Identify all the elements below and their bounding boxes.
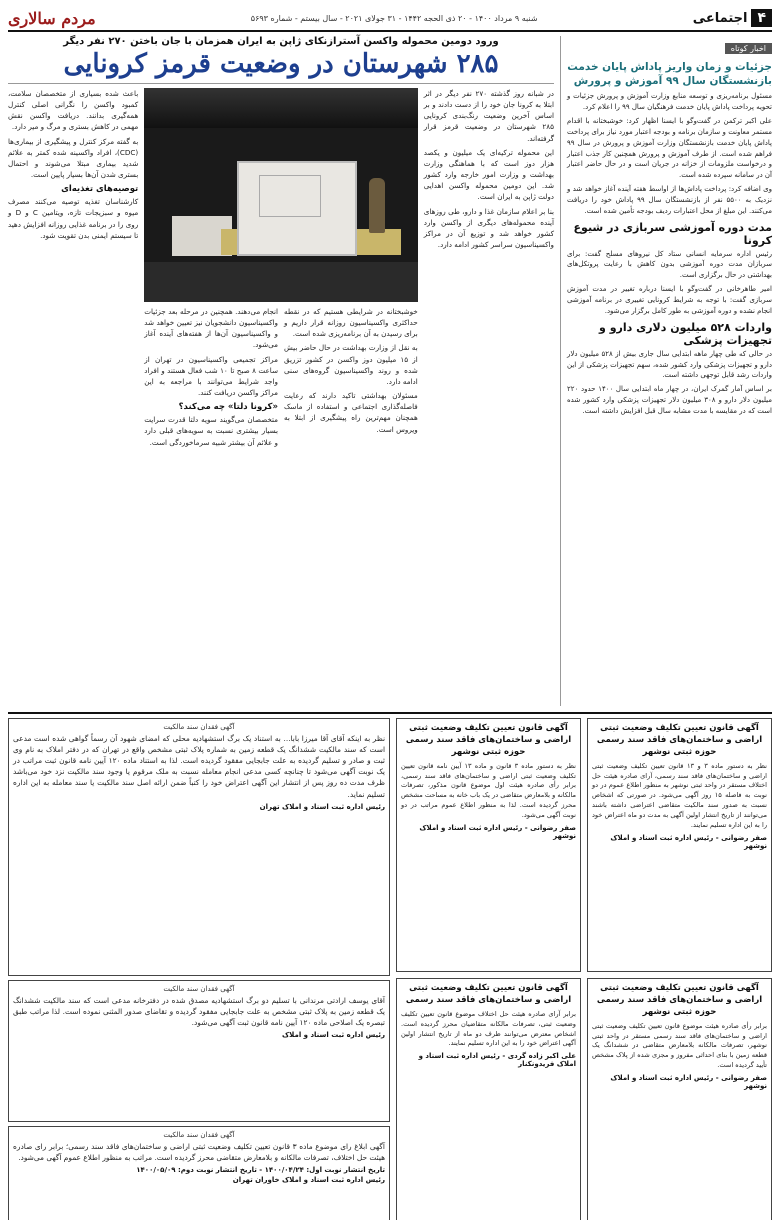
lead-story: [8, 36, 554, 706]
brief-item2-title: مدت دوره آموزشی سربازی در شیوع کرونا: [573, 220, 772, 247]
notice-body: برابر آرای صادره هیئت حل اختلاف موضوع قانون تعیین تکلیف وضعیت ثبتی، تصرفات مالکانه متقاضیان محرز گردیده است. اشخاص معترض می‌توانند ظرف دو ماه از تاریخ انتشار اولین آگهی اعتراض خود را به این اداره تسلیم نمایند.: [401, 1009, 576, 1048]
story-c3-subhead: «کرونا دلتا» چه می‌کند؟: [178, 402, 278, 413]
story-col-1: [424, 88, 554, 451]
story-c1-p2: این محموله ترکیه‌ای یک میلیون و یکصد هزار دوز است که با هماهنگی وزارت بهداشت و وزارت امور خارجه وارد کشور شد. این دومین محموله واکسن اهدایی دولت ژاپن به ایران است.: [423, 147, 554, 202]
notice-box: [587, 718, 772, 972]
section-tag: [693, 9, 772, 27]
supertitle: ورود دومین محموله واکسن آسترازنکای ژاپن به ایران همزمان با جان باختن ۲۷۰ نفر دیگر: [63, 36, 499, 47]
story-c2-p1: خوشبختانه در شرایطی هستیم که در نقطه حداکثری واکسیناسیون روزانه قرار داریم و برای رسیدن به آن برنامه‌ریزی شده است.: [283, 307, 418, 339]
brief-kicker: اخبار کوتاه: [725, 43, 772, 54]
story-c1-p1: در شبانه روز گذشته ۲۷۰ نفر دیگر در اثر ابتلا به کرونا جان خود را از دست دادند و بر اساس آخرین وضعیت رنگ‌بندی کرونایی ۲۸۵ شهرستان در وضعیت قرمز قرار گرفته‌اند.: [423, 89, 554, 143]
notice-signature: صفر رضوانی - رئیس اداره ثبت اسناد و املاک نوشهر: [610, 833, 767, 850]
story-c4-p2: به گفته مرکز کنترل و پیشگیری از بیماری‌ها (CDC)، افراد واکسینه شده کمتر به علائم شدید بیماری مبتلا می‌شوند و احتمال بستری شدن آن‌ها بسیار پایین است.: [7, 136, 139, 180]
brief-item1-p1: مسئول برنامه‌ریزی و توسعه منابع وزارت آموزش و پرورش جزئیات و تحویه پرداخت پاداش پایان خدمت فرهنگیان سال ۹۹ را اعلام کرد.: [567, 92, 772, 112]
headline: ۲۸۵ شهرستان در وضعیت قرمز کرونایی: [63, 49, 499, 79]
notice-body: برابر رأی صادره هیئت موضوع قانون تعیین تکلیف وضعیت ثبتی اراضی و ساختمان‌های فاقد سند رسمی مستقر در واحد ثبتی نوشهر، تصرفات مالکانه بلامعارض متقاضی در ششدانگ یک قطعه زمین با بنای احداثی مفروز و مجزی شده از پلاک مشخص تأیید گردیده است.: [592, 1021, 767, 1070]
news-in-brief-column: [560, 36, 772, 706]
story-photo-cols: [144, 88, 418, 451]
notice-label: آگهی فقدان سند مالکیت: [163, 985, 235, 993]
notice-box: [396, 978, 581, 1220]
story-c2-p2: به نقل از وزارت بهداشت در حال حاضر بیش از ۱۵ میلیون دوز واکسن در کشور تزریق شده و روند واکسیناسیون گروه‌های سنی ادامه دارد.: [283, 343, 418, 386]
brief-item1-p2: علی اکبر ترکمن در گفت‌وگو با ایسنا اظهار کرد: خوشبختانه با اقدام مستمر معاونت و سازمان برنامه و بودجه اعتبار مورد نیاز برای پرداخت پاداش پایان خدمت بازنشستگان وزارت آموزش و پرورش در سال ۹۹ فراهم شده است. از طرف آموزش و پرورش همچنین کار جذب اعتبار و درخواست ملزومات از خزانه در جریان است و در حال حاضر اعتبار آن در سامانه سپرده شده است.: [567, 117, 772, 180]
notices-col-2: [396, 718, 581, 1220]
brief-item1-title: جزئیات و زمان واریز پاداش پایان خدمت بازنشستگان سال ۹۹ آموزش و پرورش: [567, 61, 772, 88]
story-c3-p3: متخصصان می‌گویند سویه دلتا قدرت سرایت بسیار بیشتری نسبت به سویه‌های قبلی دارد و علائم آن بیشتر شبیه سرماخوردگی است.: [144, 415, 278, 447]
lost-deed-notice: [8, 718, 390, 976]
notice-body: نظر به دستور ماده ۳ و ۱۳ قانون تعیین تکلیف وضعیت ثبتی اراضی و ساختمان‌های فاقد سند رسمی، آرای صادره هیئت حل اختلاف مستقر در واحد ثبتی نوشهر به منظور اطلاع عموم در دو نوبت به فاصله ۱۵ روز آگهی می‌شود. در صورتی که اشخاص نسبت به صدور سند مالکیت متقاضی اعتراضی داشته باشند می‌توانند از تاریخ انتشار اولین آگهی به مدت دو ماه اعتراض خود را به این اداره تسلیم نمایند.: [592, 761, 768, 830]
dateline: شنبه ۹ مرداد ۱۴۰۰ - ۲۰ ذی الحجه ۱۴۴۲ - ۳۱ جولای ۲۰۲۱ - سال بیستم - شماره ۵۶۹۳: [250, 13, 538, 23]
notice-label: آگهی فقدان سند مالکیت: [163, 723, 235, 731]
brief-item2-p2: امیر طاهرخانی در گفت‌وگو با ایسنا درباره تغییر در مدت آموزش سربازی گفت: با توجه به شرایط کرونایی تغییری در برنامه آموزشی انجام نشده و دوره آموزشی به طور کامل برگزار می‌شود.: [567, 285, 772, 315]
story-c4-p3: کارشناسان تغذیه توصیه می‌کنند مصرف میوه و سبزیجات تازه، ویتامین C و D و روی را در برنامه غذایی روزانه افزایش دهید تا سیستم ایمنی بدن تقویت شود.: [7, 197, 139, 240]
notices-wide: [8, 718, 390, 1220]
lost-deed-notice: [8, 980, 390, 1122]
section-number: ۴: [751, 9, 772, 27]
masthead: [8, 6, 772, 32]
notice-dates: تاریخ انتشار نوبت اول: ۱۴۰۰/۰۴/۲۴ - تاریخ انتشار نوبت دوم: ۱۴۰۰/۰۵/۰۹: [136, 1166, 385, 1175]
paper-logo: مردم سالاری: [8, 8, 96, 28]
notice-body: نظر به دستور ماده ۳ قانون و ماده ۱۳ آیین نامه قانون تعیین تکلیف وضعیت ثبتی اراضی و ساختمان‌های فاقد سند رسمی، برابر رأی صادره هیئت اول موضوع قانون مذکور، تصرفات مالکانه و بلامعارض متقاضی در یک باب خانه به مساحت مشخص محرز گردیده است. لذا به منظور اطلاع عموم مراتب در دو نوبت آگهی می‌شود.: [401, 761, 576, 820]
notice-signature: صفر رضوانی - رئیس اداره ثبت اسناد و املاک نوشهر: [419, 824, 576, 841]
section-name: اجتماعی: [692, 10, 748, 26]
notice-signature: رئیس اداره ثبت اسناد و املاک: [282, 1031, 385, 1040]
notice-body: نظر به اینکه آقای آقا میرزا بابا... به استناد یک برگ استشهادیه محلی که امضای شهود آن رسماً گواهی شده است مدعی است که سند مالکیت ششدانگ یک قطعه زمین به شماره پلاک ثبتی مشخص واقع در تهران که در دفتر املاک به نام وی ثبت و صادر و تسلیم گردیده به علت جابجایی مفقود گردیده است. لذا به استناد ماده ۱۲۰ آیین نامه قانون ثبت مراتب در یک نوبت آگهی می‌شود تا چنانچه کسی مدعی انجام معامله نسبت به ملک مرقوم یا وجود سند مالکیت نزد خود می‌باشد ظرف مدت ده روز پس از انتشار این آگهی اعتراض خود را کتباً ضمن ارائه اصل سند مالکیت یا سند معامله به این اداره تسلیم نماید.: [13, 734, 385, 799]
headline-block: [8, 36, 554, 84]
brief-item3-title: واردات ۵۲۸ میلیون دلاری دارو و تجهیزات پزشکی: [599, 320, 772, 347]
notice-box: [396, 718, 581, 972]
vaccine-shipment-photo: [144, 88, 418, 302]
legal-notices: [8, 712, 772, 1220]
story-col-2: [284, 306, 418, 451]
story-col-4: [8, 88, 138, 451]
notice-signature: صفر رضوانی - رئیس اداره ثبت اسناد و املاک نوشهر: [610, 1074, 767, 1091]
notices-col-1: [587, 718, 772, 1220]
notice-signature: رئیس اداره ثبت اسناد و املاک خاوران تهران: [232, 1176, 385, 1185]
notice-title: آگهی قانون تعیین تکلیف وضعیت ثبتی اراضی و ساختمان‌های فاقد سند رسمی: [405, 983, 572, 1005]
notice-signature: علی اکبر زاده گردی - رئیس اداره ثبت اسناد و املاک فریدونکنار: [418, 1052, 576, 1069]
story-c1-p3: بنا بر اعلام سازمان غذا و دارو، طی روزهای آینده محموله‌های دیگری از واکسن وارد کشور خواهد شد و توزیع آن در مراکز واکسیناسیون سراسر کشور ادامه دارد.: [423, 206, 554, 250]
brief-item3-p2: بر اساس آمار گمرک ایران، در چهار ماه ابتدایی سال ۱۴۰۰ حدود ۲۲۰ میلیون دلار دارو و ۳۰۸ میلیون دلار تجهیزات پزشکی وارد کشور شده است که در مقایسه با مدت مشابه سال قبل افزایش داشته است.: [567, 385, 772, 415]
story-c3-p2: مراکز تجمیعی واکسیناسیون در تهران از ساعت ۸ صبح تا ۱۰ شب فعال هستند و افراد واجد شرایط می‌توانند با مراجعه به این مراکز واکسن دریافت کنند.: [144, 354, 278, 398]
brief-item3-p1: در حالی که طی چهار ماهه ابتدایی سال جاری بیش از ۵۲۸ میلیون دلار دارو و تجهیزات پزشکی وارد کشور شده، سهم تجهیزات پزشکی از این واردات رشد قابل توجهی داشته است.: [567, 349, 772, 380]
notice-signature: رئیس اداره ثبت اسناد و املاک تهران: [259, 802, 385, 811]
main-area: [8, 36, 772, 706]
brief-item1-p3: وی اضافه کرد: پرداخت پاداش‌ها از اواسط هفته آینده آغاز خواهد شد و نزدیک به ۵۵۰۰ نفر از بازنشستگان سال ۹۹ پاداش خود را دریافت می‌کنند. این مبلغ از محل اعتبارات ردیف بودجه تأمین شده است.: [567, 185, 772, 215]
notice-box: [587, 978, 772, 1220]
story-c4-p1: باعث شده بسیاری از متخصصان سلامت، کمبود واکسن را نگرانی اصلی کنترل همه‌گیری بدانند. دریافت واکسن نقش مهمی در کاهش بستری و مرگ و میر دارد.: [7, 89, 139, 132]
story-c4-subhead: توصیه‌های تغذیه‌ای: [61, 184, 139, 195]
story-c2-p3: مسئولان بهداشتی تاکید دارند که رعایت فاصله‌گذاری اجتماعی و استفاده از ماسک همچنان مهم‌ترین راه پیشگیری از ابتلا به ویروس است.: [283, 391, 418, 434]
notice-title: آگهی قانون تعیین تکلیف وضعیت ثبتی اراضی و ساختمان‌های فاقد سند رسمی حوزه ثبتی نوشهر: [596, 983, 763, 1017]
notice-body: آگهی ابلاغ رای موضوع ماده ۳ قانون تعیین تکلیف وضعیت ثبتی اراضی و ساختمان‌های فاقد سند رسمی؛ برابر رای صادره هیئت حل اختلاف، تصرفات مالکانه و بلامعارض متقاضی محرز گردیده است. مراتب به منظور اطلاع عموم آگهی می‌شود.: [13, 1142, 385, 1163]
story-col-3: [144, 306, 278, 451]
notice-label: آگهی فقدان سند مالکیت: [163, 1131, 235, 1139]
notice-title: آگهی قانون تعیین تکلیف وضعیت ثبتی اراضی و ساختمان‌های فاقد سند رسمی حوزه ثبتی نوشهر: [405, 723, 572, 757]
story-c3-p1: انجام می‌دهند. همچنین در مرحله بعد جزئیات واکسیناسیون دانشجویان نیز تعیین خواهد شد و واکسیناسیون آن‌ها از هفته‌های آینده آغاز می‌شود.: [144, 307, 278, 350]
notice-title: آگهی قانون تعیین تکلیف وضعیت ثبتی اراضی و ساختمان‌های فاقد سند رسمی حوزه ثبتی نوشهر: [596, 723, 763, 757]
notice-body: آقای یوسف ارادتی مرندانی با تسلیم دو برگ استشهادیه مصدق شده در دفترخانه مدعی است که سند مالکیت ششدانگ یک قطعه زمین به پلاک ثبتی مشخص به علت جابجایی مفقود گردیده و تقاضای صدور المثنی نموده است. لذا مراتب طبق تبصره یک اصلاحی ماده ۱۲۰ آیین نامه قانون ثبت آگهی می‌شود.: [13, 996, 385, 1028]
lost-deed-notice: [8, 1126, 390, 1220]
story-body: [8, 88, 554, 451]
brief-item2-p1: رئیس اداره سرمایه انسانی ستاد کل نیروهای مسلح گفت: برای سربازان مدت دوره آموزشی بدون کاهش با رعایت پروتکل‌های بهداشتی در حال برگزاری است.: [567, 249, 772, 280]
